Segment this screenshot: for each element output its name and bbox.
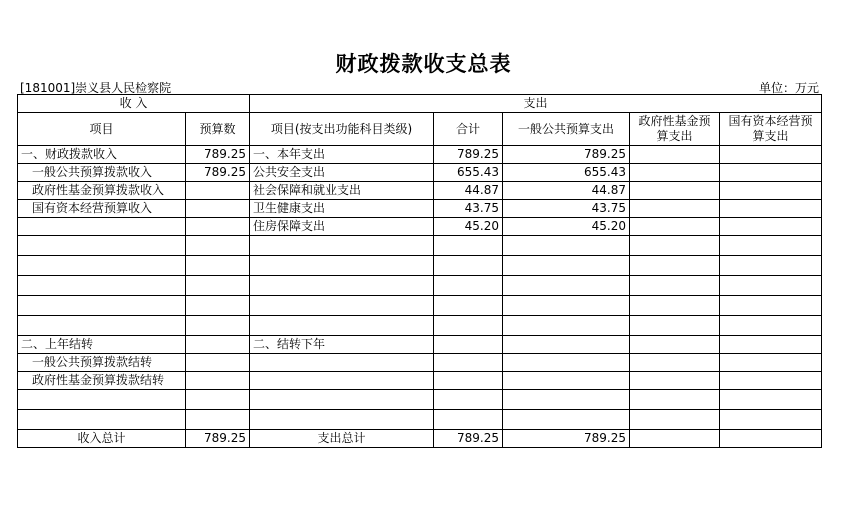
expense-item-cell: 住房保障支出 — [250, 218, 434, 236]
income-item-cell: 政府性基金预算拨款结转 — [18, 372, 186, 390]
income-budget-cell — [186, 236, 250, 256]
gov-fund-cell — [630, 354, 720, 372]
state-capital-cell — [720, 200, 822, 218]
table-row — [18, 336, 822, 354]
expense-item-cell — [250, 256, 434, 276]
income-budget-cell — [186, 296, 250, 316]
expense-total-cell — [434, 276, 503, 296]
general-budget-cell — [503, 410, 630, 430]
expense-total-cell — [434, 296, 503, 316]
column-header-row — [18, 113, 822, 146]
table-row — [18, 256, 822, 276]
expense-total-label: 支出总计 — [250, 430, 434, 448]
table-row — [18, 146, 822, 164]
income-budget-cell — [186, 316, 250, 336]
table-row — [18, 410, 822, 430]
unit-label: 单位：万元 — [758, 81, 819, 95]
table-row — [18, 276, 822, 296]
general-budget-cell — [503, 296, 630, 316]
income-budget-cell — [186, 276, 250, 296]
state-capital-cell — [720, 182, 822, 200]
general-budget-cell — [503, 336, 630, 354]
state-capital-cell — [720, 390, 822, 410]
organization-label: [181001]崇义县人民检察院 — [20, 81, 172, 95]
general-budget-cell — [503, 372, 630, 390]
gov-fund-cell — [630, 236, 720, 256]
income-budget-cell — [186, 182, 250, 200]
general-budget-cell: 45.20 — [503, 218, 630, 236]
state-capital-cell — [720, 296, 822, 316]
state-capital-cell — [720, 336, 822, 354]
income-item-cell — [18, 390, 186, 410]
expense-item-cell — [250, 296, 434, 316]
col-header-gov-fund: 政府性基金预算支出 — [630, 113, 720, 146]
income-item-cell — [18, 276, 186, 296]
expense-item-cell: 卫生健康支出 — [250, 200, 434, 218]
general-budget-cell — [503, 316, 630, 336]
expense-item-cell: 公共安全支出 — [250, 164, 434, 182]
expense-section-header: 支出 — [250, 95, 822, 113]
income-total-label: 收入总计 — [18, 430, 186, 448]
gov-fund-cell — [630, 146, 720, 164]
expense-item-cell: 社会保障和就业支出 — [250, 182, 434, 200]
income-item-cell: 一般公共预算拨款收入 — [18, 164, 186, 182]
table-row — [18, 316, 822, 336]
col-header-state-capital: 国有资本经营预算支出 — [720, 113, 822, 146]
income-budget-cell — [186, 200, 250, 218]
gov-fund-cell — [630, 390, 720, 410]
gov-fund-cell — [630, 410, 720, 430]
expense-total-cell — [434, 390, 503, 410]
gov-fund-cell — [630, 336, 720, 354]
expense-total-cell — [434, 256, 503, 276]
income-item-cell — [18, 236, 186, 256]
gov-fund-total — [630, 430, 720, 448]
income-item-cell — [18, 316, 186, 336]
state-capital-cell — [720, 218, 822, 236]
gov-fund-cell — [630, 182, 720, 200]
expense-total-value: 789.25 — [434, 430, 503, 448]
income-total-value: 789.25 — [186, 430, 250, 448]
expense-total-cell: 655.43 — [434, 164, 503, 182]
col-header-expense-item: 项目(按支出功能科目类级) — [250, 113, 434, 146]
table-row — [18, 296, 822, 316]
income-item-cell — [18, 296, 186, 316]
state-capital-cell — [720, 164, 822, 182]
gov-fund-cell — [630, 296, 720, 316]
col-header-budget: 预算数 — [186, 113, 250, 146]
expense-total-cell — [434, 410, 503, 430]
income-budget-cell — [186, 372, 250, 390]
expense-item-cell — [250, 372, 434, 390]
budget-summary-table — [17, 94, 822, 448]
expense-total-cell — [434, 372, 503, 390]
income-item-cell: 二、上年结转 — [18, 336, 186, 354]
income-budget-cell — [186, 336, 250, 354]
income-budget-cell — [186, 390, 250, 410]
expense-item-cell — [250, 390, 434, 410]
state-capital-cell — [720, 372, 822, 390]
gov-fund-cell — [630, 218, 720, 236]
income-budget-cell — [186, 410, 250, 430]
col-header-general-budget: 一般公共预算支出 — [503, 113, 630, 146]
income-section-header: 收 入 — [18, 95, 250, 113]
table-row — [18, 236, 822, 256]
general-budget-cell — [503, 354, 630, 372]
table-row — [18, 200, 822, 218]
expense-total-cell: 45.20 — [434, 218, 503, 236]
gov-fund-cell — [630, 200, 720, 218]
table-row — [18, 372, 822, 390]
expense-total-cell: 789.25 — [434, 146, 503, 164]
income-item-cell — [18, 256, 186, 276]
expense-total-cell: 44.87 — [434, 182, 503, 200]
gov-fund-cell — [630, 256, 720, 276]
gov-fund-cell — [630, 164, 720, 182]
income-item-cell: 一、财政拨款收入 — [18, 146, 186, 164]
expense-total-cell — [434, 316, 503, 336]
income-budget-cell: 789.25 — [186, 164, 250, 182]
state-capital-cell — [720, 410, 822, 430]
table-row — [18, 164, 822, 182]
expense-total-cell: 43.75 — [434, 200, 503, 218]
income-budget-cell — [186, 218, 250, 236]
income-item-cell: 一般公共预算拨款结转 — [18, 354, 186, 372]
income-budget-cell — [186, 354, 250, 372]
expense-item-cell — [250, 236, 434, 256]
gov-fund-cell — [630, 372, 720, 390]
expense-total-cell — [434, 236, 503, 256]
general-budget-cell: 43.75 — [503, 200, 630, 218]
gov-fund-cell — [630, 276, 720, 296]
general-budget-cell: 44.87 — [503, 182, 630, 200]
table-row — [18, 354, 822, 372]
table-row — [18, 390, 822, 410]
general-budget-total: 789.25 — [503, 430, 630, 448]
gov-fund-cell — [630, 316, 720, 336]
income-item-cell: 政府性基金预算拨款收入 — [18, 182, 186, 200]
expense-item-cell — [250, 276, 434, 296]
income-budget-cell: 789.25 — [186, 146, 250, 164]
table-row — [18, 218, 822, 236]
col-header-total: 合计 — [434, 113, 503, 146]
expense-total-cell — [434, 354, 503, 372]
expense-item-cell — [250, 316, 434, 336]
state-capital-cell — [720, 276, 822, 296]
state-capital-cell — [720, 146, 822, 164]
expense-item-cell: 一、本年支出 — [250, 146, 434, 164]
general-budget-cell: 789.25 — [503, 146, 630, 164]
state-capital-cell — [720, 354, 822, 372]
totals-row — [18, 430, 822, 448]
page-title: 财政拨款收支总表 — [335, 52, 512, 76]
expense-item-cell — [250, 354, 434, 372]
income-item-cell — [18, 410, 186, 430]
income-item-cell: 国有资本经营预算收入 — [18, 200, 186, 218]
state-capital-cell — [720, 316, 822, 336]
income-item-cell — [18, 218, 186, 236]
general-budget-cell — [503, 276, 630, 296]
state-capital-total — [720, 430, 822, 448]
expense-item-cell — [250, 410, 434, 430]
general-budget-cell: 655.43 — [503, 164, 630, 182]
general-budget-cell — [503, 390, 630, 410]
general-budget-cell — [503, 236, 630, 256]
table-row — [18, 182, 822, 200]
state-capital-cell — [720, 256, 822, 276]
general-budget-cell — [503, 256, 630, 276]
expense-total-cell — [434, 336, 503, 354]
expense-item-cell: 二、结转下年 — [250, 336, 434, 354]
section-header-row — [18, 95, 822, 113]
state-capital-cell — [720, 236, 822, 256]
income-budget-cell — [186, 256, 250, 276]
col-header-item: 项目 — [18, 113, 186, 146]
